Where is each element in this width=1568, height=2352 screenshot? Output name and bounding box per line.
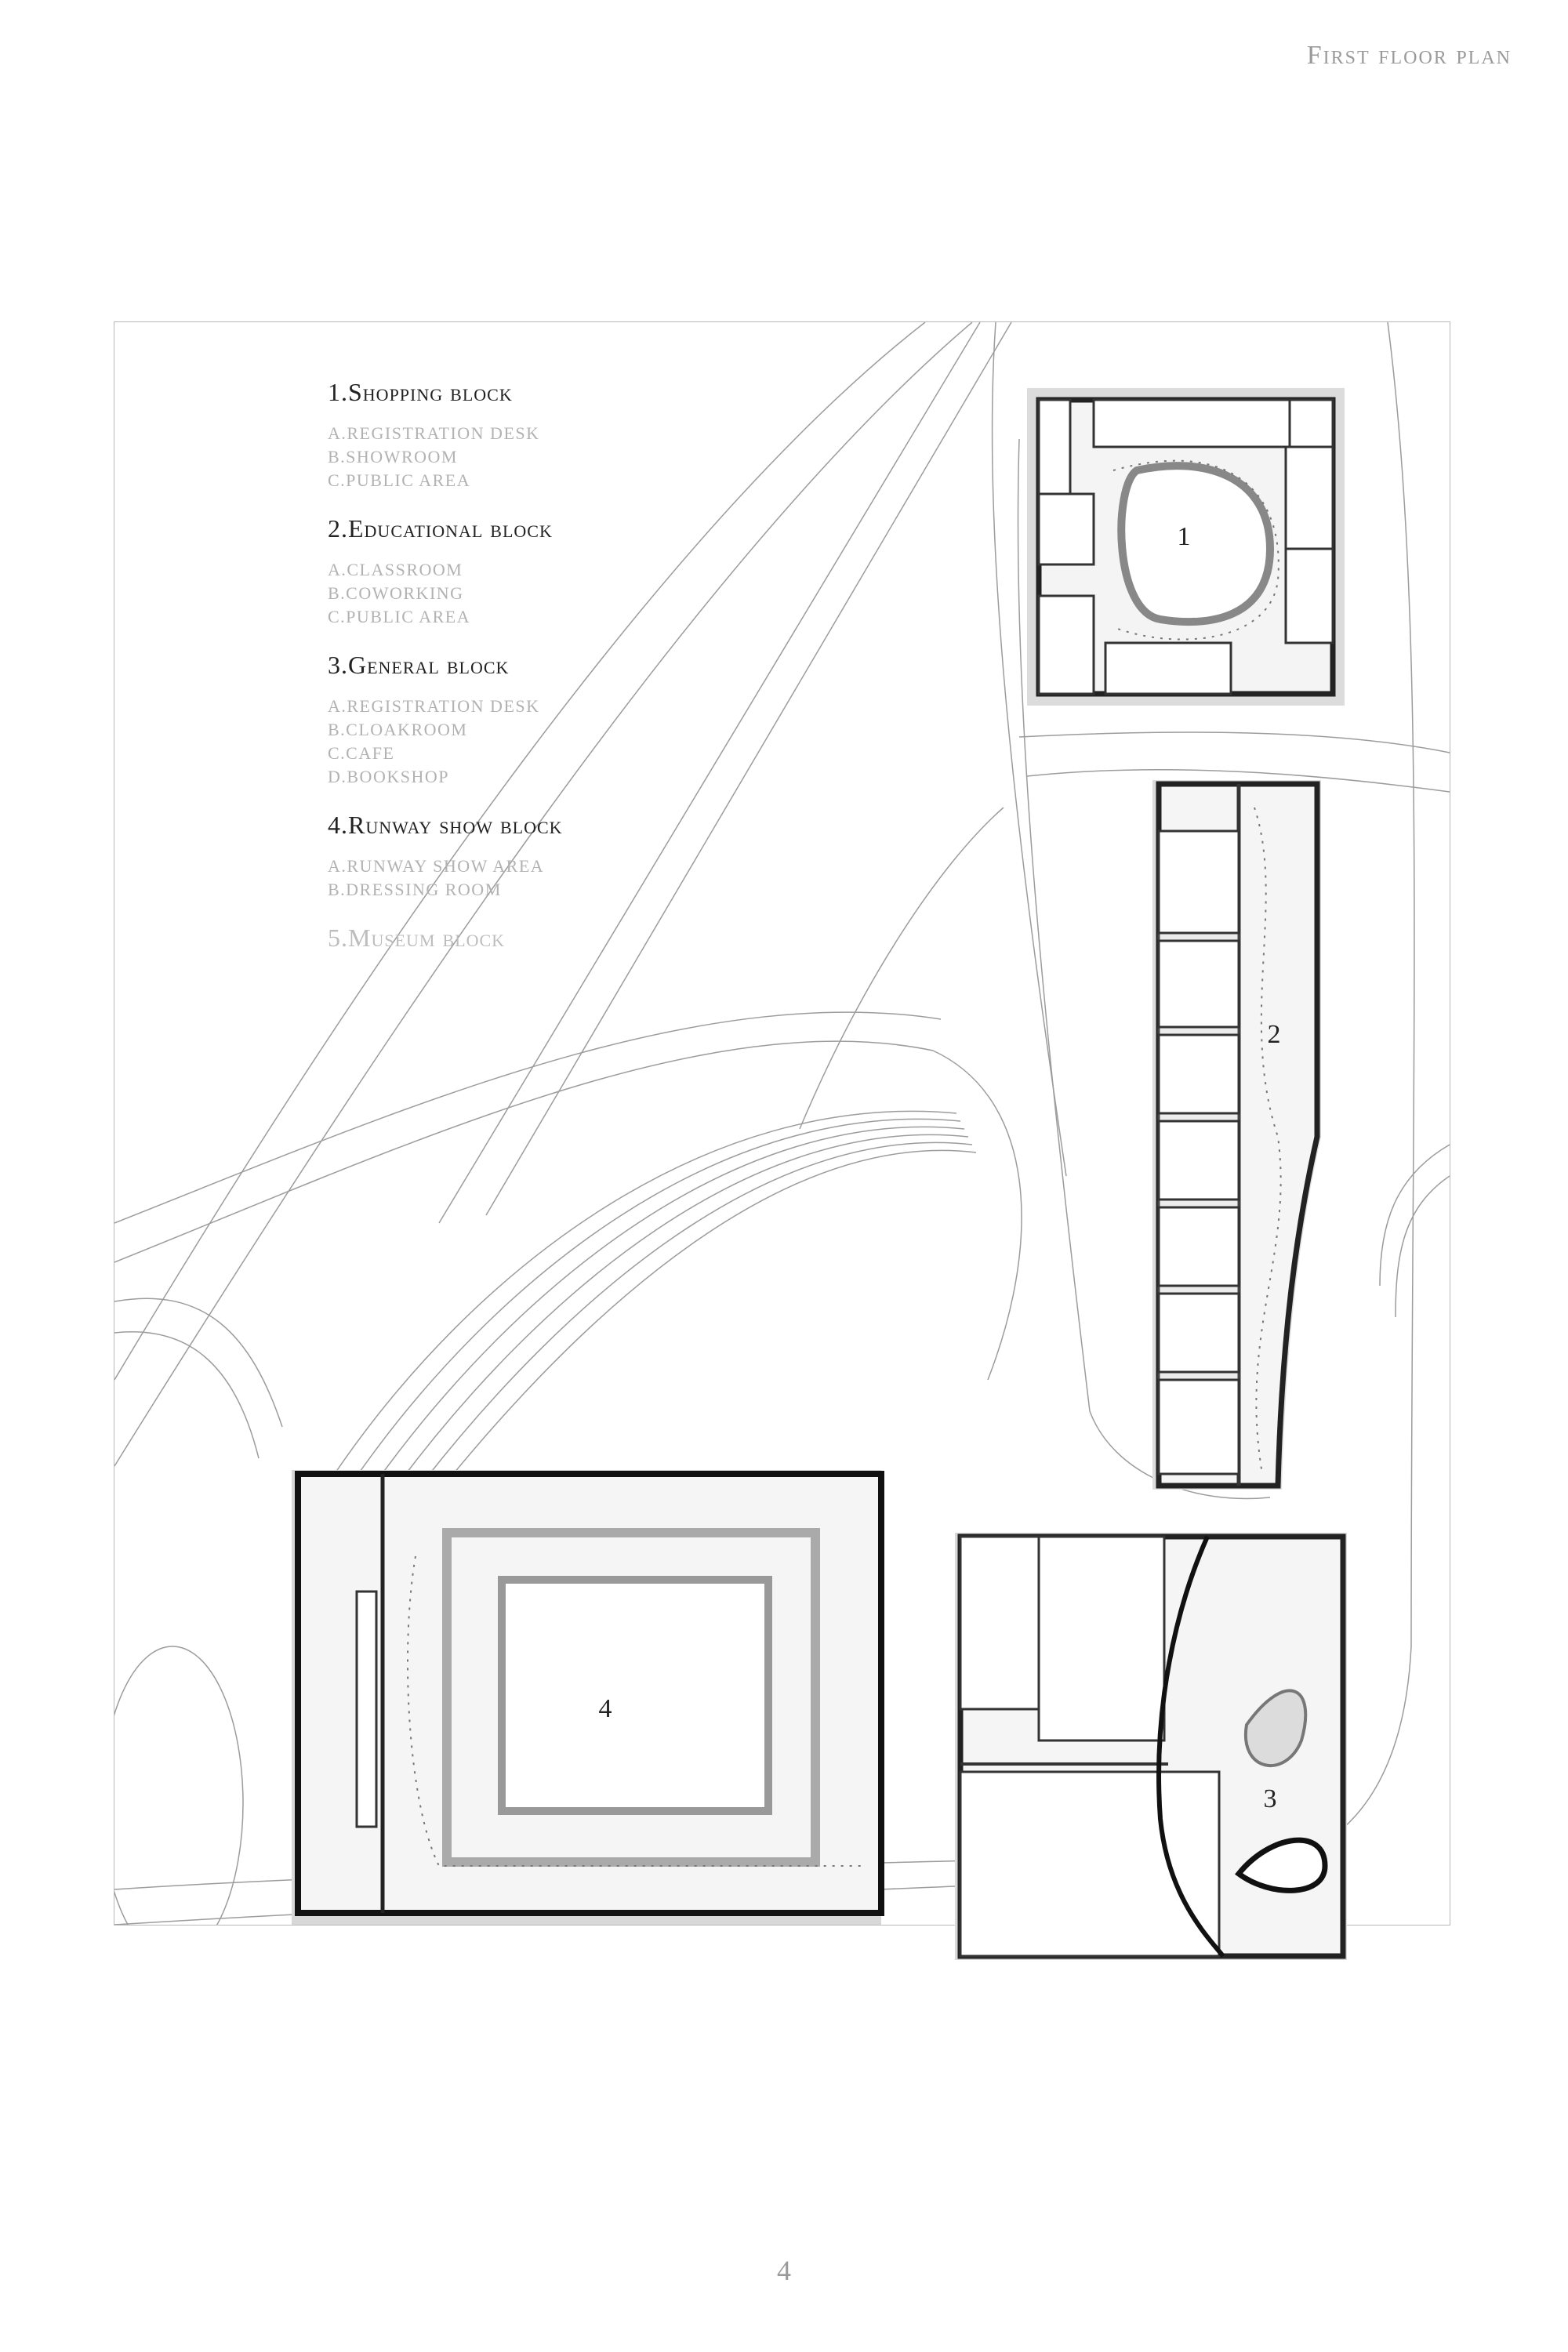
educational-block-plan — [1152, 780, 1321, 1490]
legend-block-2-items — [328, 558, 735, 629]
legend-block-4-title: 4.Runway show block — [328, 811, 563, 839]
page-number: 4 — [777, 2255, 791, 2286]
legend — [328, 376, 735, 953]
general-block-plan — [955, 1533, 1347, 1960]
legend-item: C.PUBLIC AREA — [328, 470, 471, 490]
legend-block-4-items — [328, 855, 735, 902]
legend-item: A.RUNWAY SHOW AREA — [328, 856, 545, 876]
legend-item: B.SHOWROOM — [328, 447, 458, 466]
block-4-number: 4 — [598, 1694, 612, 1723]
legend-item: A.CLASSROOM — [328, 560, 463, 579]
legend-item: C.CAFE — [328, 743, 395, 763]
legend-item: B.CLOAKROOM — [328, 720, 468, 739]
legend-block-2-title: 2.Educational block — [328, 514, 553, 543]
legend-block-3-items — [328, 695, 735, 789]
legend-item: B.DRESSING ROOM — [328, 880, 502, 899]
block-2-number: 2 — [1267, 1020, 1281, 1049]
header-title: First floor plan — [1306, 41, 1512, 70]
legend-block-3-title: 3.General block — [328, 651, 510, 679]
runway-show-block-plan — [292, 1470, 881, 1925]
legend-item: D.BOOKSHOP — [328, 767, 449, 786]
block-3-number: 3 — [1263, 1784, 1277, 1813]
legend-item: A.REGISTRATION DESK — [328, 423, 540, 443]
legend-item: C.PUBLIC AREA — [328, 607, 471, 626]
block-1-number: 1 — [1177, 522, 1191, 551]
legend-block-5-title: 5.Museum block — [328, 924, 506, 952]
legend-item: B.COWORKING — [328, 583, 464, 603]
legend-item: A.REGISTRATION DESK — [328, 696, 540, 716]
legend-block-1-items — [328, 422, 735, 492]
legend-block-1-title: 1.Shopping block — [328, 378, 513, 406]
